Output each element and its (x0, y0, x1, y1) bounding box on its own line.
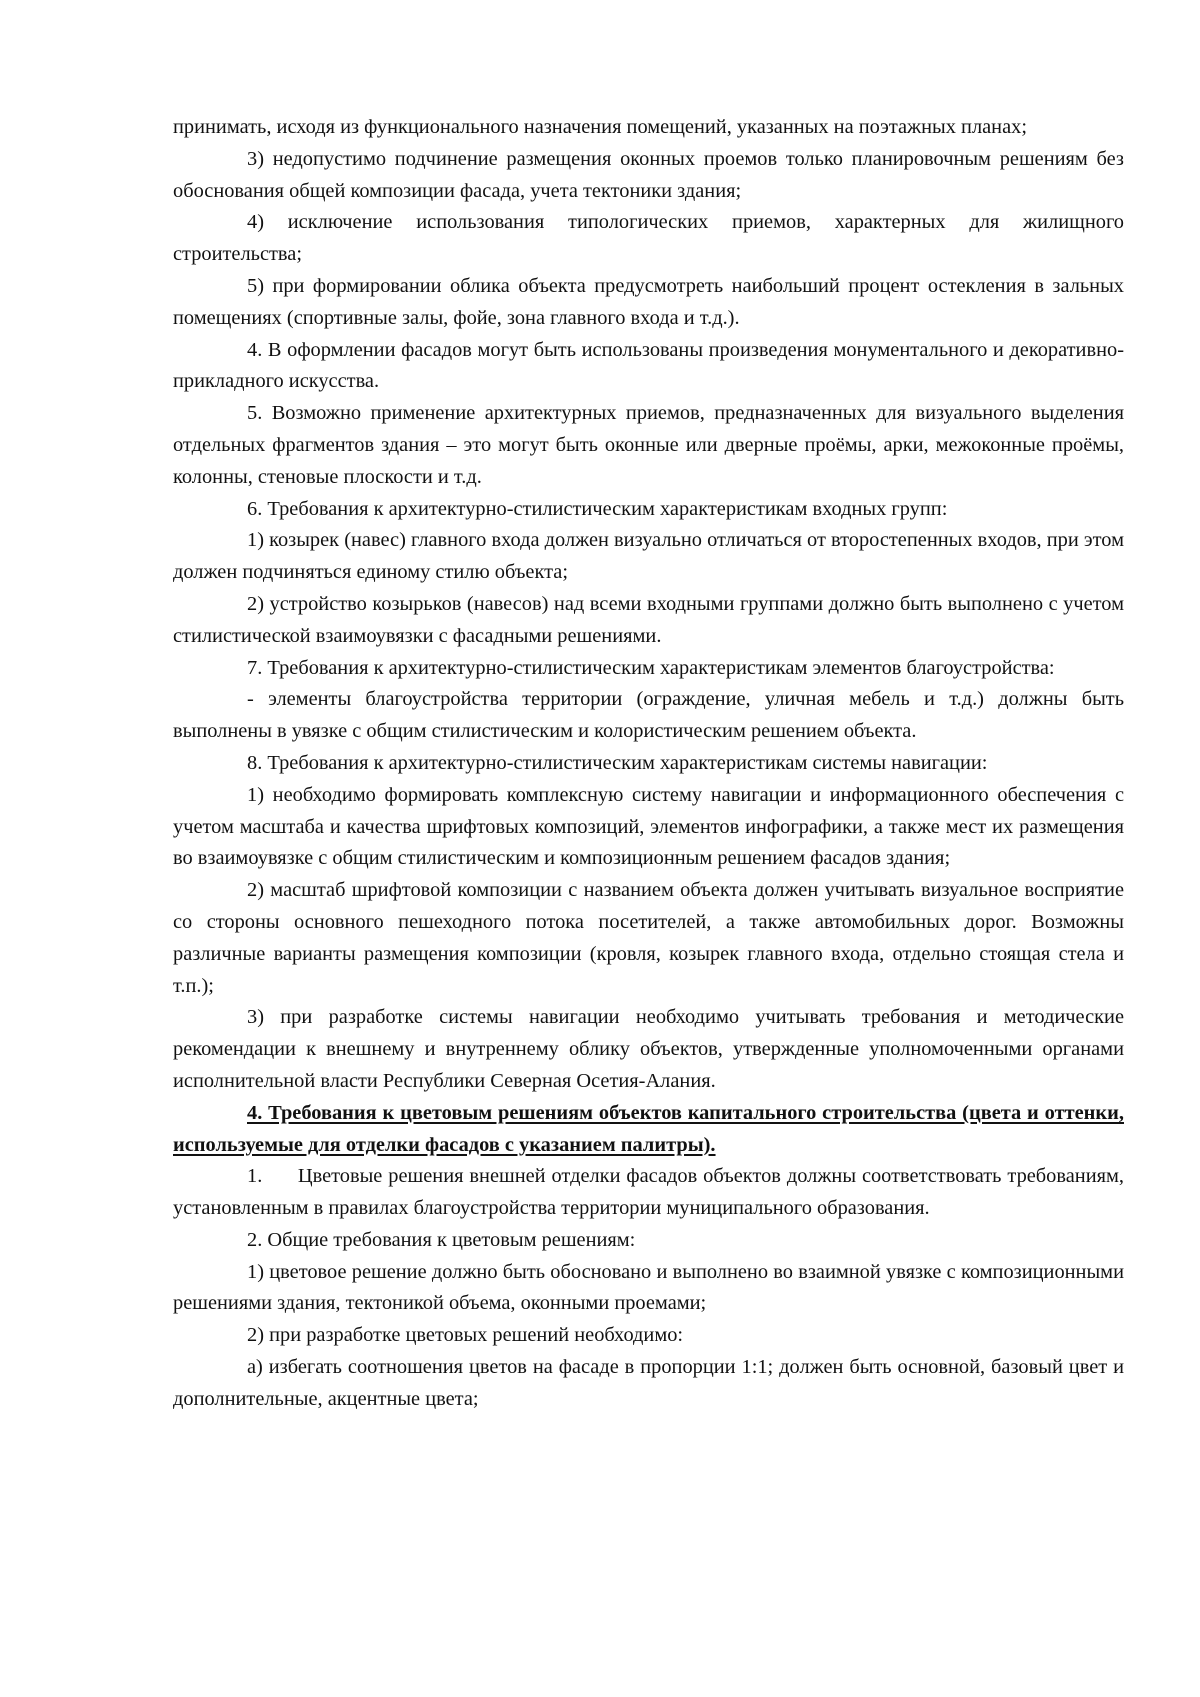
paragraph-item-5: 5) при формировании облика объекта предусмотреть наибольший процент остекления в зальных помещениях (спортивные залы, фойе, зона главного входа и т.д.). (173, 274, 1124, 329)
paragraph-point-4: 4. В оформлении фасадов могут быть использованы произведения монументального и декоративно-прикладного искусства. (173, 338, 1124, 393)
paragraph-point-6-item-2: 2) устройство козырьков (навесов) над всеми входными группами должно быть выполнено с учетом стилистической взаимоувязки с фасадными решениями. (173, 592, 1124, 647)
document-page (173, 112, 1124, 1416)
paragraph-item-3: 3) недопустимо подчинение размещения оконных проемов только планировочным решениям без обоснования общей композиции фасада, учета тектоники здания; (173, 147, 1124, 202)
paragraph-point-8-item-1: 1) необходимо формировать комплексную систему навигации и информационного обеспечения с учетом масштаба и качества шрифтовых композиций, элементов инфографики, а также мест их размещения во взаимоувязке с общим стилистическим и композиционным решением фасадов здания; (173, 783, 1124, 870)
paragraph-section4-point-2: 2. Общие требования к цветовым решениям: (247, 1228, 636, 1251)
paragraph-point-7-item: - элементы благоустройства территории (ограждение, уличная мебель и т.д.) должны быть выполнены в увязке с общим стилистическим и колористическим решением объекта. (173, 688, 1124, 743)
paragraph-section4-item-1: 1) цветовое решение должно быть обосновано и выполнено во взаимной увязке с композиционными решениями здания, тектоникой объема, оконными проемами; (173, 1260, 1124, 1315)
paragraph-continuation: принимать, исходя из функционального назначения помещений, указанных на поэтажных планах; (173, 116, 1028, 138)
paragraph-section4-item-2: 2) при разработке цветовых решений необходимо: (247, 1324, 684, 1347)
paragraph-point-7: 7. Требования к архитектурно-стилистическим характеристикам элементов благоустройства: (247, 656, 1055, 679)
paragraph-point-8-item-3: 3) при разработке системы навигации необходимо учитывать требования и методические рекомендации к внешнему и внутреннему облику объектов, утвержденные уполномоченными органами исполнительной власти Республики Северная Осетия-Алания. (173, 1006, 1124, 1092)
paragraph-section4-point-1: 1. Цветовые решения внешней отделки фасадов объектов должны соответствовать требованиям, установленным в правилах благоустройства территории муниципального образования. (173, 1165, 1124, 1220)
paragraph-point-6-item-1: 1) козырек (навес) главного входа должен визуально отличаться от второстепенных входов, при этом должен подчиняться единому стилю объекта; (173, 529, 1124, 584)
paragraph-item-4: 4) исключение использования типологических приемов, характерных для жилищного строительства; (173, 211, 1124, 266)
paragraph-point-8: 8. Требования к архитектурно-стилистическим характеристикам системы навигации: (247, 751, 988, 774)
paragraph-point-5: 5. Возможно применение архитектурных приемов, предназначенных для визуального выделения отдельных фрагментов здания – это могут быть оконные или дверные проёмы, арки, межоконные проёмы, колонны, стеновые плоскости и т.д. (173, 402, 1124, 488)
paragraph-point-6: 6. Требования к архитектурно-стилистическим характеристикам входных групп: (247, 497, 948, 520)
paragraph-section4-item-a: а) избегать соотношения цветов на фасаде в пропорции 1:1; должен быть основной, базовый цвет и дополнительные, акцентные цвета; (173, 1356, 1124, 1410)
paragraph-point-8-item-2: 2) масштаб шрифтовой композиции с названием объекта должен учитывать визуальное восприятие со стороны основного пешеходного потока посетителей, а также автомобильных дорог. Возможны различные варианты размещения композиции (кровля, козырек главного входа, отдельно стоящая стела и т.п.); (173, 879, 1124, 997)
section-heading: 4. Требования к цветовым решениям объектов капитального строительства (цвета и оттенки, используемые для отделки фасадов с указанием палитры). (173, 1101, 1124, 1156)
